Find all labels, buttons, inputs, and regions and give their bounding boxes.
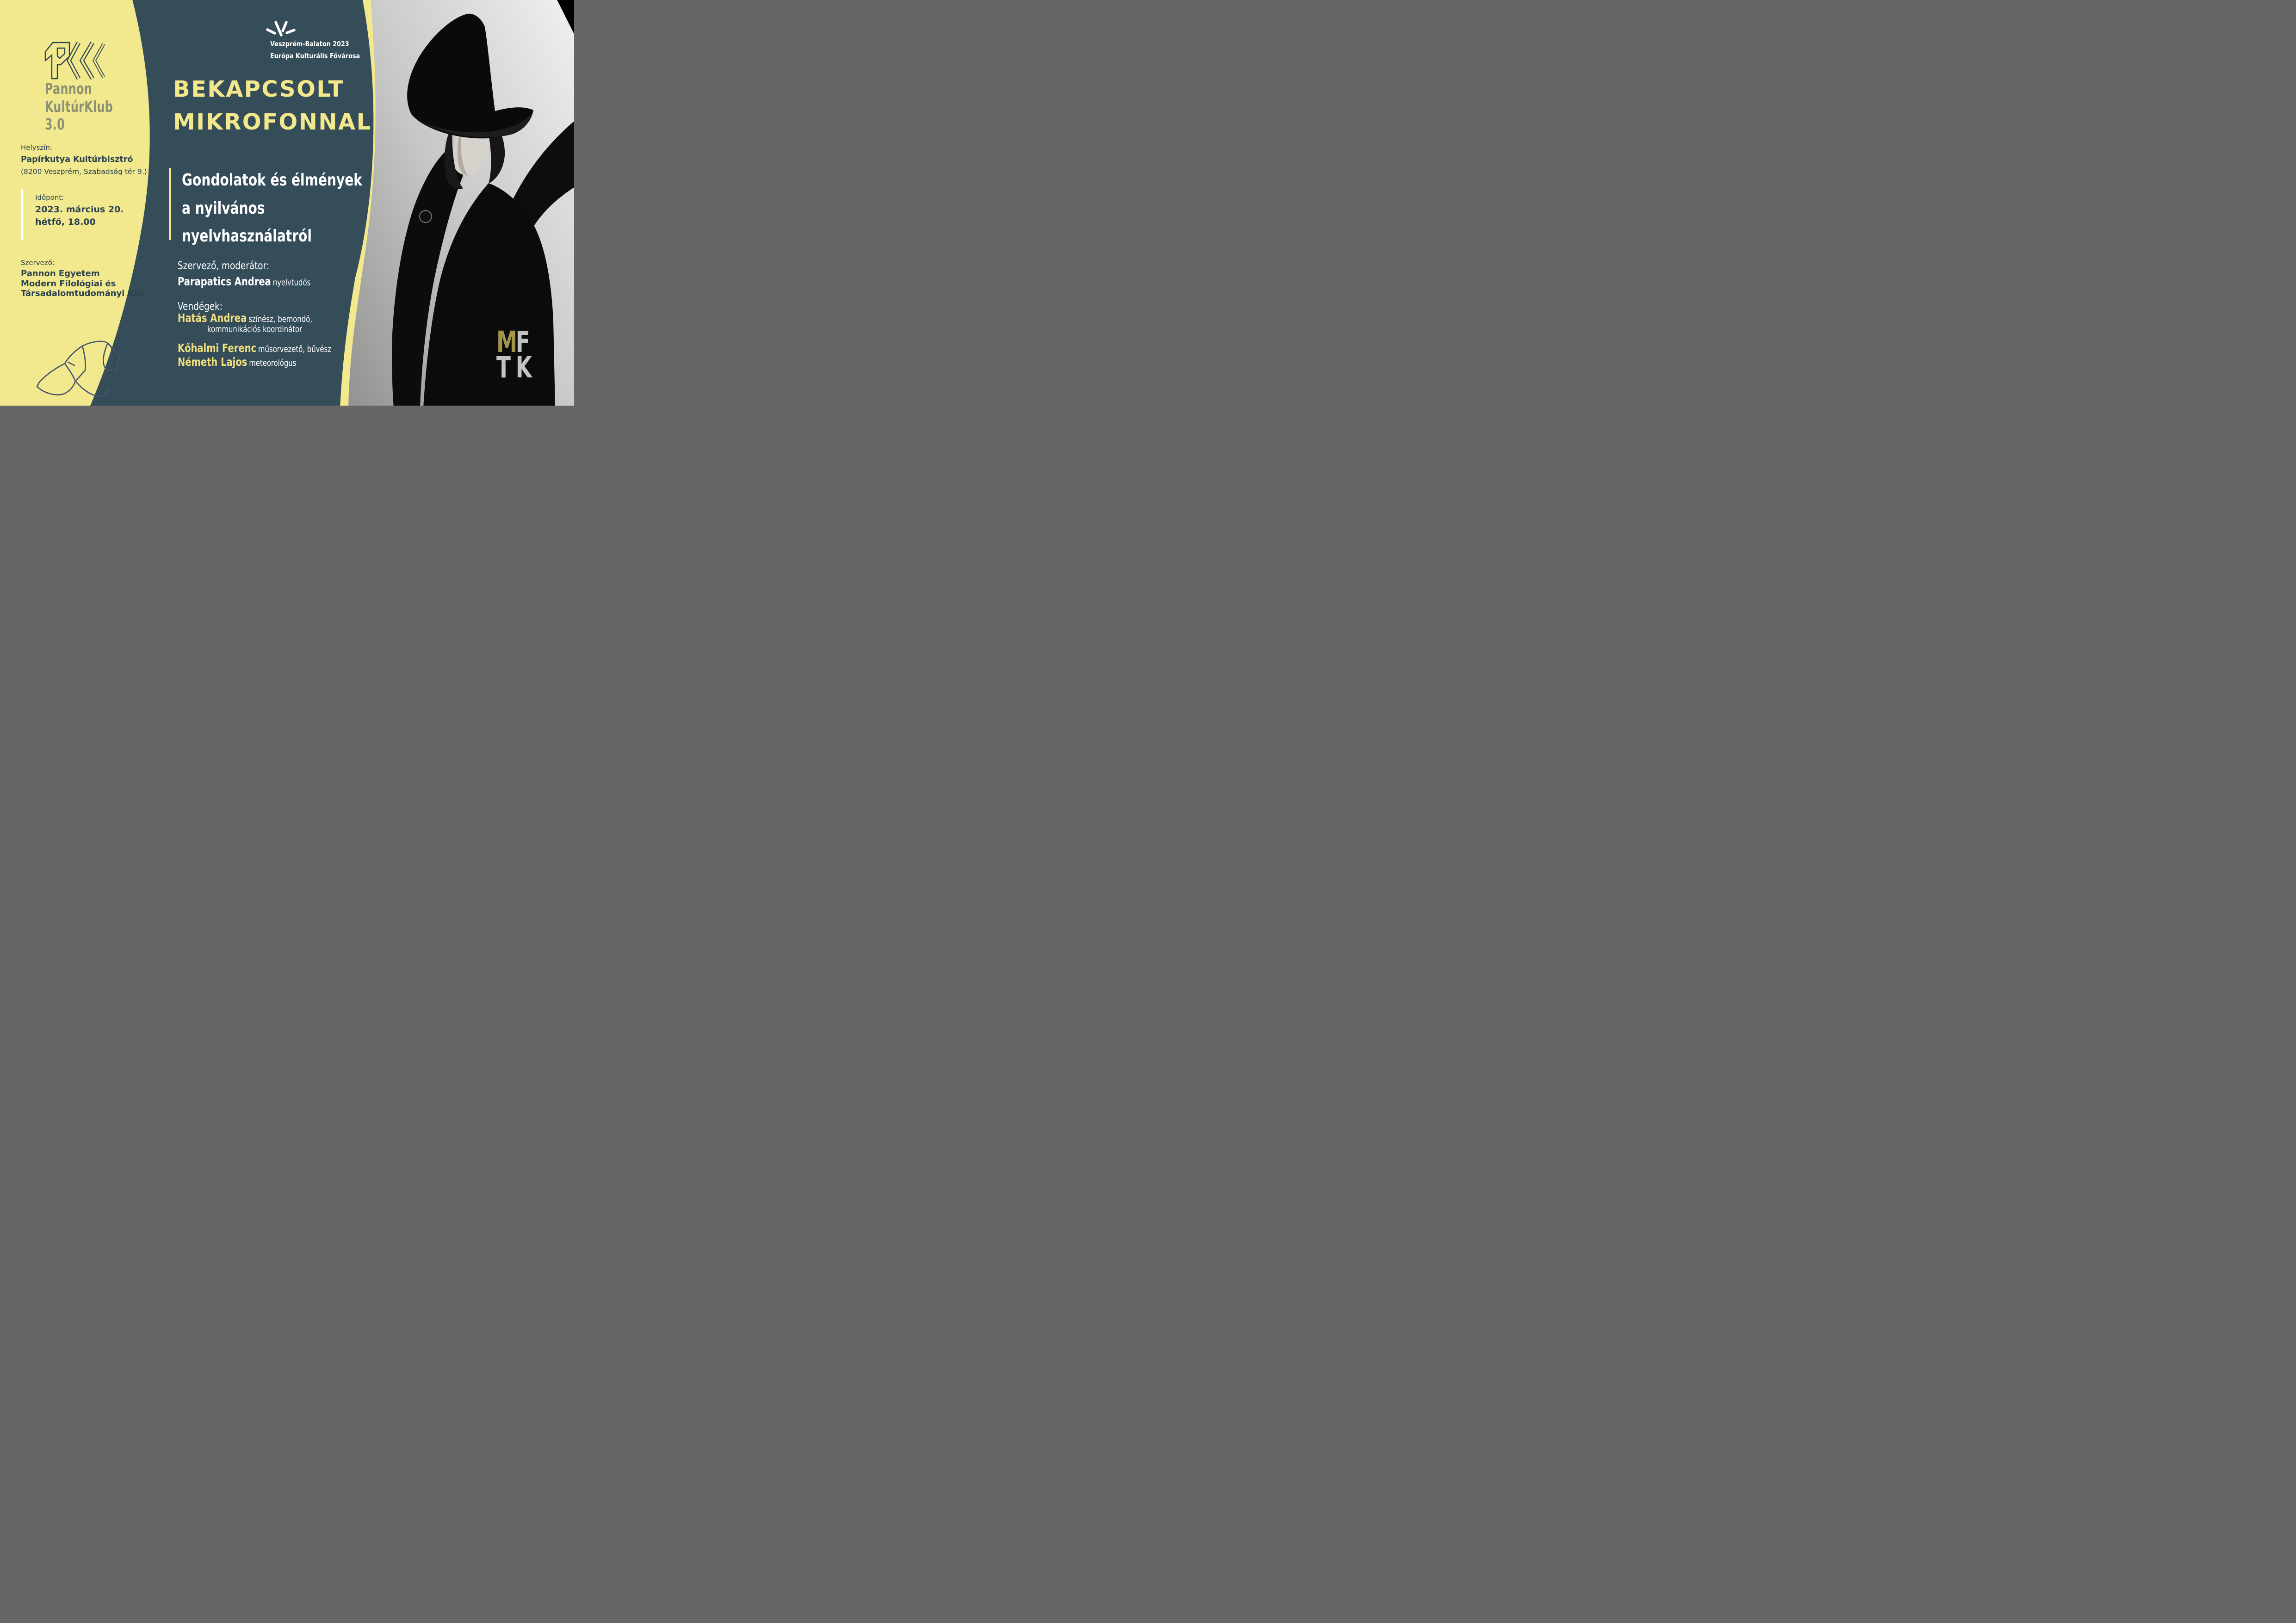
date-label: Időpont: — [35, 193, 64, 202]
guest3-name: Németh Lajos — [178, 355, 248, 369]
guests-label: Vendégek: — [178, 301, 223, 313]
organizer-line1: Pannon Egyetem — [21, 269, 100, 278]
event-subtitle — [182, 167, 362, 251]
veb2023-caption-line2: Európa Kulturális Fővárosa — [270, 52, 360, 60]
venue-block — [21, 142, 147, 178]
mftk-letter-t: T — [496, 351, 511, 384]
veb2023-caption — [270, 38, 360, 62]
event-subtitle-line2: a nyilvános — [182, 198, 265, 218]
organizer-line2: Modern Filológiai és — [21, 278, 116, 289]
wristwatch — [420, 210, 432, 222]
mftk-letter-m: M — [496, 325, 518, 359]
event-subtitle-line3: nyelvhasználatról — [182, 227, 312, 246]
venue-name: Papírkutya Kultúrbisztró — [21, 155, 133, 164]
event-subtitle-line1: Gondolatok és élmények — [182, 171, 362, 190]
club-heading-line2: KultúrKlub — [45, 97, 113, 116]
guest1-role: színész, bemondó, — [248, 314, 312, 324]
subtitle-accent-bar — [169, 168, 171, 240]
moderator-line — [178, 275, 310, 288]
event-title-line2: MIKROFONNAL — [173, 109, 372, 135]
event-title — [173, 73, 372, 139]
photo-region — [348, 0, 574, 406]
veb2023-caption-line1: Veszprém-Balaton 2023 — [270, 40, 349, 48]
mftk-logo — [496, 325, 535, 384]
event-time: hétfő, 18.00 — [35, 217, 96, 227]
guest-line-1 — [178, 311, 312, 325]
guest2-name: Kőhalmi Ferenc — [178, 341, 257, 355]
guest-line-2 — [178, 341, 331, 355]
moderator-role: nyelvtudós — [272, 278, 311, 288]
venue-address: (8200 Veszprém, Szabadság tér 9.) — [21, 167, 147, 176]
moderator-name: Parapatics Andrea — [178, 275, 271, 288]
moderator-label: Szervező, moderátor: — [178, 260, 269, 272]
club-heading-line3: 3.0 — [45, 115, 65, 133]
guest2-role: műsorvezető, bűvész — [258, 344, 332, 354]
guest3-role: meteorológus — [249, 358, 297, 368]
organizer-label: Szervező: — [21, 259, 55, 267]
pk-logo-icon — [45, 43, 104, 79]
date-block — [35, 191, 124, 228]
idopont-marker-bar — [21, 189, 24, 241]
guest-line-3 — [178, 355, 296, 369]
organizer-line3: Társadalomtudományi Kar — [21, 289, 144, 298]
mftk-letter-f: F — [515, 325, 530, 359]
venue-label: Helyszín: — [21, 143, 52, 152]
guest1-name: Hatás Andrea — [178, 311, 247, 325]
mftk-letter-k: K — [515, 351, 532, 384]
guest-line-1b: kommunikációs koordinátor — [207, 324, 303, 334]
organizer-block — [21, 257, 144, 299]
club-heading — [45, 80, 113, 134]
event-title-line1: BEKAPCSOLT — [173, 76, 345, 102]
club-heading-line1: Pannon — [45, 80, 93, 98]
event-poster — [0, 0, 574, 406]
event-date: 2023. március 20. — [35, 204, 124, 215]
